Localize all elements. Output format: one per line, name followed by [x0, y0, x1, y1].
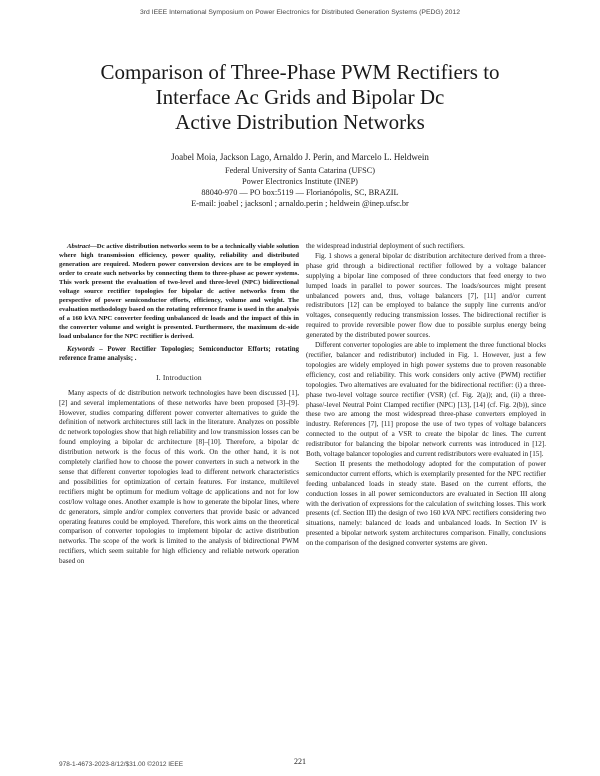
title-line: Interface Ac Grids and Bipolar Dc [155, 85, 445, 109]
affiliation [60, 165, 540, 209]
abstract [59, 242, 299, 341]
isbn-footer: 978-1-4673-2023-8/12/$31.00 ©2012 IEEE [59, 761, 184, 768]
abstract-label: Abstract [67, 243, 91, 250]
paragraph: Many aspects of dc distribution network technologies have been discussed [1], [2] and several implementations of these networks have been proposed [3]–[9]. However, studies comparing different power converter alternatives to guide the definition of network architectures still lack in the literature. Analyzes on possible dc network topologies show that high reliability and low transmission losses can be found employing a bipolar dc architecture [8]–[10]. Therefore, a bipolar dc distribution network is the focus of this work. On the other hand, it is not completely clarified how to choose the power converters in such a network in the sense that different converter topologies lead to different network characteristics and possibilities for optimization of certain features. For instance, multilevel rectifiers might be optimum for medium voltage dc applications and not for low cost/low voltage ones. Another example is how to generate the bipolar lines, where dc generators, simple and/or complex converters that provide basic or advanced operating features could be employed. Therefore, this work aims on the theoretical comparison of converter topologies to implement bipolar dc active distribution networks. The scope of the work is limited to the analysis of bidirectional PWM rectifiers, which seem suitable for high efficiency and reliable network operation based on [59, 388, 299, 566]
paragraph: Fig. 1 shows a general bipolar dc distribution architecture derived from a three-phase grid through a bidirectional rectifier followed by a voltage balancer supplying a bipolar line composed of three conductors that feed energy to two lumped loads in parallel to power sources. The loads/sources might present unbalanced powers and, thus, voltage balancers [7], [11] and/or current redistributors [12] can be employed to balance the supply line currents and/or voltages, consequently reducing transmission losses. The bidirectional rectifier is required to provide reversible power flow due to possible surplus energy being generated by the distributed power sources. [306, 251, 546, 340]
paragraph: Section II presents the methodology adopted for the computation of power semiconductor current efforts, which is exemplarily presented for the NPC rectifier feeding unbalanced loads in steady state. Based on the current efforts, the conduction losses in all power semiconductors are evaluated in Section III along with the derivation of expressions for the calculation of switching losses. This work presents (cf. Section III) the design of two 160 kVA NPC rectifiers considering two situations, namely: balanced dc loads and unbalanced loads. In Section IV is presented a bipolar network system architectures comparison. Finally, conclusions on the comparison of the designed converter systems are given. [306, 459, 546, 548]
keywords-text: – Power Rectifier Topologies; Semiconductor Efforts; rotating reference frame analysis; . [59, 346, 299, 363]
abstract-text: —Dc active distribution networks seem to be a technically viable solution where high transmission efficiency, power quality, reliability and distributed generation are required. Modern power conversion devices are to be employed in order to create such networks by connecting them to three-phase ac power systems. This work present the evaluation of two-level and three-level (NPC) bidirectional voltage source rectifier topologies for bipolar dc active networks from the perspective of power semiconductor efforts, efficiency, volume and weight. The evaluation methodology based on the rotating reference frame is used in the analysis of a 160 kVA NPC converter feeding unbalanced dc loads and the impact of this in the converter volume and weight is presented. Furthermore, the maximum dc-side load unbalance for the NPC rectifier is derived. [59, 243, 300, 340]
left-column [59, 242, 299, 567]
paper-title [40, 60, 560, 135]
paragraph: the widespread industrial deployment of such rectifiers. [306, 242, 465, 250]
affiliation-line: Federal University of Santa Catarina (UFSC) [224, 166, 375, 175]
affiliation-line: 88040-970 — PO box:5119 — Florianópolis, SC, BRAZIL [201, 188, 399, 197]
page-number: 221 [294, 757, 306, 766]
authors: Joabel Moia, Jackson Lago, Arnaldo J. Perin, and Marcelo L. Heldwein [171, 152, 429, 162]
paragraph: Different converter topologies are able to implement the three functional blocks (rectifier, balancer and redistributor) included in Fig. 1. However, just a few topologies are widely employed in high power systems due to proven reasonable efficiency, cost and reliability. This work considers only active (PWM) rectifier topologies. Two alternatives are evaluated for the bidirectional rectifier: (i) a three-phase two-level voltage source rectifier (VSR) (cf. Fig. 2(a)); and, (ii) a three-phase/-level Neutral Point Clamped rectifier (NPC) [13], [14] (cf. Fig. 2(b)), since these two are among the most widespread three-phase converters employed in industry. References [7], [11] propose the use of two types of voltage balancers connected to the output of a VSR to create the bipolar dc lines. The current redistributor for balancing the bipolar network currents was introduced in [12]. Both, voltage balancer topologies and current redistributors were evaluated in [15]. [306, 341, 546, 459]
section-heading: I. Introduction [156, 372, 202, 382]
title-line: Comparison of Three-Phase PWM Rectifiers to [100, 60, 500, 84]
conference-header: 3rd IEEE International Symposium on Power Electronics for Distributed Generation Systems (PEDG) 2012 [140, 9, 460, 16]
keywords [59, 345, 299, 364]
keywords-label: Keywords [67, 346, 95, 353]
affiliation-line: E-mail: joabel ; jacksonl ; arnaldo.perin ; heldwein @inep.ufsc.br [191, 199, 409, 208]
right-column [306, 242, 546, 549]
title-line: Active Distribution Networks [175, 110, 425, 134]
affiliation-line: Power Electronics Institute (INEP) [242, 177, 358, 186]
